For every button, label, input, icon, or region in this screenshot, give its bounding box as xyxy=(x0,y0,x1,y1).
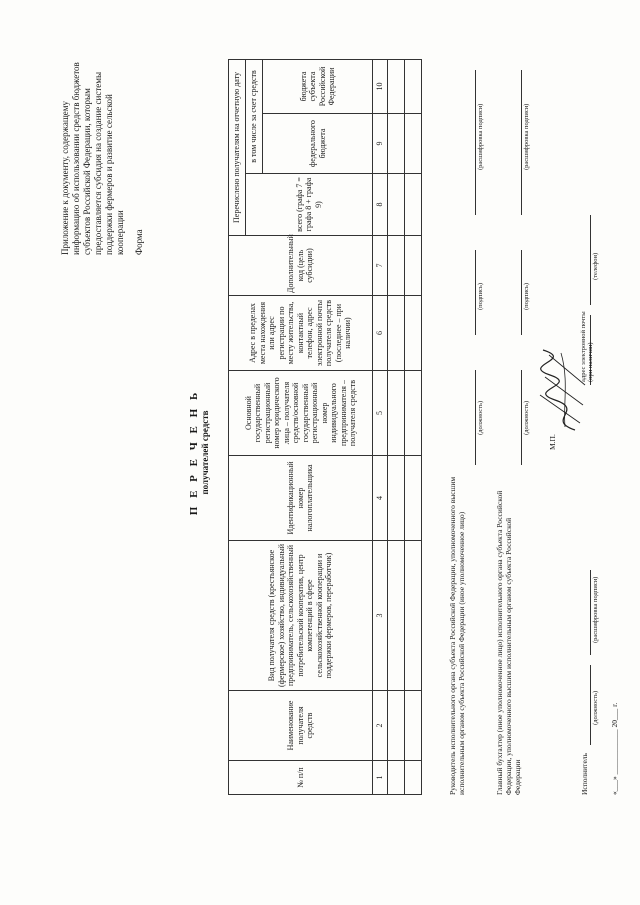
head-decoding-line xyxy=(475,70,476,215)
table-cell xyxy=(405,296,422,371)
executor-decoding-line xyxy=(590,570,591,655)
header-including: в том числе за счет средств xyxy=(246,59,263,173)
column-number: 1 xyxy=(373,761,388,795)
column-number: 7 xyxy=(373,236,388,296)
column-number: 2 xyxy=(373,691,388,761)
column-number: 10 xyxy=(373,59,388,113)
header-recipient-name: Наименование получателя средств xyxy=(229,691,373,761)
executor-email-caption: адрес электронной почты (при наличии) xyxy=(580,311,594,382)
executor-phone-caption: (телефон) xyxy=(592,252,599,280)
table-cell xyxy=(405,174,422,236)
column-number: 4 xyxy=(373,456,388,541)
column-number: 5 xyxy=(373,371,388,456)
header-federal: федерального бюджета xyxy=(263,114,373,174)
table-cell xyxy=(405,761,422,795)
table-cell xyxy=(405,236,422,296)
column-number: 9 xyxy=(373,114,388,174)
header-inn: Идентификационный номер налогоплательщика xyxy=(229,456,373,541)
table-cell xyxy=(405,59,422,113)
chief-accountant-label: Главный бухгалтер (иное уполномоченное лицо) исполнительного органа субъекта Российской Федерации, уполномоченного высшим исполнительным органом субъекта Российской Федерации xyxy=(495,490,522,795)
head-signature-label: Руководитель исполнительного органа субъекта Российской Федерации, уполномоченного высшим исполнительным органом субъекта Российской Федерации (иное уполномоченное лицо) xyxy=(448,476,466,795)
header-regional: бюджета субъекта Российской Федерации xyxy=(263,59,373,113)
accountant-position-caption: (должность) xyxy=(523,400,530,435)
table-cell xyxy=(388,371,405,456)
table-cell xyxy=(388,541,405,691)
accountant-decoding-caption: (расшифровка подписи) xyxy=(523,103,530,170)
table-row xyxy=(405,59,422,794)
header-address: Адрес в пределах места нахождения или адрес регистрации по месту жительства, контактный телефон, адрес электронной почты получателя средств (последнее – при наличии) xyxy=(229,296,373,371)
stamp-place: М.П. xyxy=(548,434,557,450)
header-number: № п/п xyxy=(229,761,373,795)
head-position-line xyxy=(475,370,476,465)
table-row xyxy=(388,59,405,794)
head-signature-caption: (подпись) xyxy=(477,283,484,310)
column-number: 3 xyxy=(373,541,388,691)
head-decoding-caption: (расшифровка подписи) xyxy=(477,103,484,170)
table-cell xyxy=(405,691,422,761)
table-cell xyxy=(388,174,405,236)
title-main: П Е Р Е Ч Е Н Ь xyxy=(188,389,200,516)
table-cell xyxy=(405,114,422,174)
executor-position-line xyxy=(590,665,591,745)
table-cell xyxy=(388,114,405,174)
executor-label: Исполнитель xyxy=(580,753,589,795)
executor-phone-line xyxy=(590,215,591,305)
form-label: Форма xyxy=(134,229,144,255)
table-cell xyxy=(388,456,405,541)
accountant-decoding-line xyxy=(521,70,522,215)
table-cell xyxy=(405,371,422,456)
table-cell xyxy=(388,761,405,795)
table-cell xyxy=(388,236,405,296)
column-number: 8 xyxy=(373,174,388,236)
head-position-caption: (должность) xyxy=(477,400,484,435)
header-ogrn: Основной государственный регистрационный номер юридического лица – получателя средств/основной государственный регистрационный номер индивидуального предпринимателя – получателя средств xyxy=(229,371,373,456)
table-cell xyxy=(388,296,405,371)
annex-block xyxy=(60,55,145,255)
head-signature-line xyxy=(475,250,476,335)
executor-position-caption: (должность) xyxy=(592,690,599,725)
table-cell xyxy=(388,691,405,761)
table-cell xyxy=(388,59,405,113)
accountant-signature-line xyxy=(521,250,522,335)
table-cell xyxy=(405,541,422,691)
column-number: 6 xyxy=(373,296,388,371)
date-field: «___» ____________ 20___ г. xyxy=(610,702,619,795)
executor-decoding-caption: (расшифровка подписи) xyxy=(592,576,599,643)
table-cell xyxy=(405,456,422,541)
header-total: всего (графа 7 = графа 8 + графа 9) xyxy=(246,174,373,236)
document-title xyxy=(188,300,210,605)
title-sub: получателей средств xyxy=(200,410,210,495)
header-transferred: Перечислено получателям на отчетную дату xyxy=(229,59,246,235)
header-recipient-type: Вид получателя средств (крестьянское (фермерское) хозяйство, индивидуальный предприниматель, сельскохозяйственный потребительский кооператив, центр компетенций в сфере сельскохозяйственной кооперации и поддержки фермеров, переработчик) xyxy=(229,541,373,691)
accountant-signature-caption: (подпись) xyxy=(523,283,530,310)
header-extra-code: Дополнительный код (цель субсидии) xyxy=(229,236,373,296)
recipients-table xyxy=(228,59,422,795)
accountant-position-line xyxy=(521,370,522,465)
annex-text: Приложение к документу, содержащему информацию об использовании средств бюджетов субъектов Российской Федерации, которым предоставляется субсидия на создание системы поддержки фермеров и развитие сельской кооперации xyxy=(60,62,125,255)
